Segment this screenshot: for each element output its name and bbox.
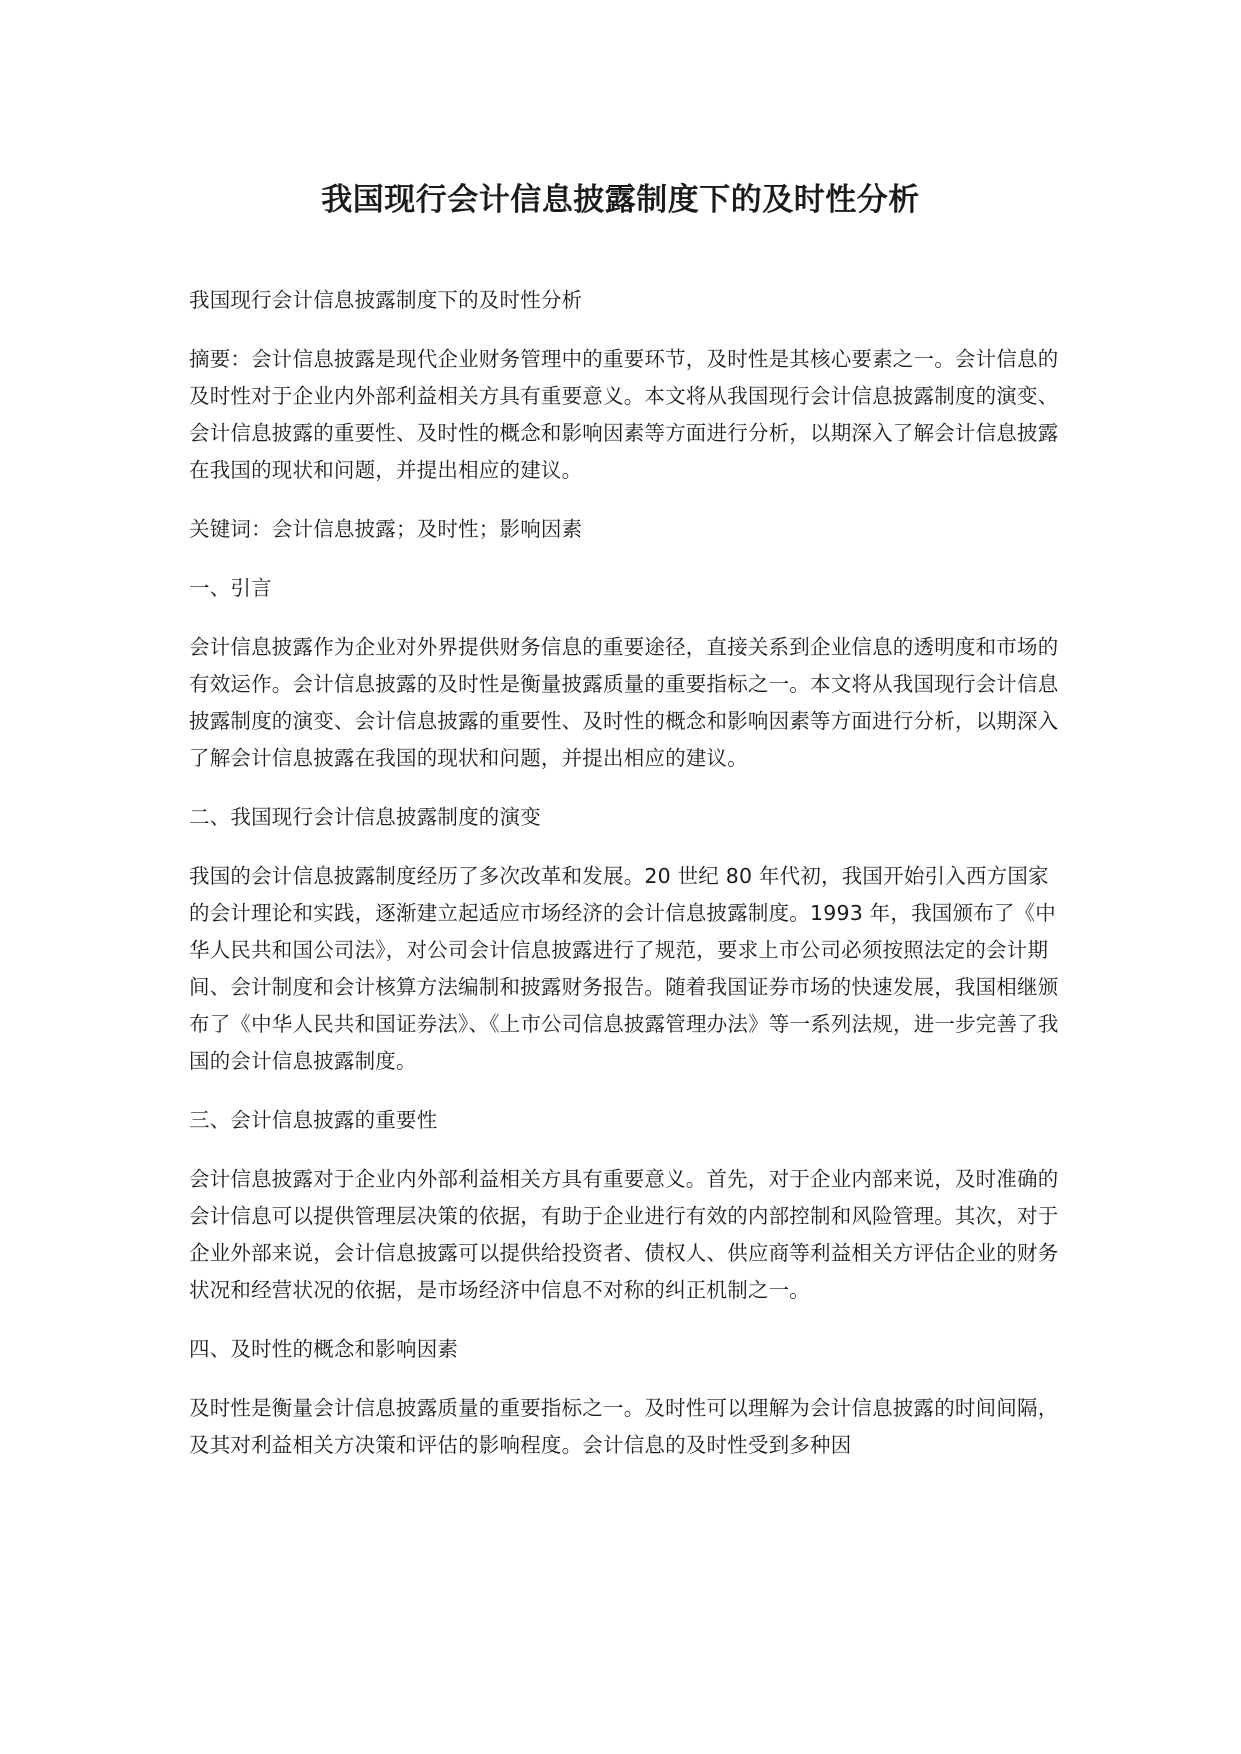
document-body bbox=[189, 282, 1069, 1464]
abstract-paragraph: 摘要：会计信息披露是现代企业财务管理中的重要环节，及时性是其核心要素之一。会计信息的及时性对于企业内外部利益相关方具有重要意义。本文将从我国现行会计信息披露制度的演变、会计信息披露的重要性、及时性的概念和影响因素等方面进行分析，以期深入了解会计信息披露在我国的现状和问题，并提出相应的建议。 bbox=[189, 347, 1059, 482]
body-paragraph: 及时性是衡量会计信息披露质量的重要指标之一。及时性可以理解为会计信息披露的时间间隔，及其对利益相关方决策和评估的影响程度。会计信息的及时性受到多种因 bbox=[189, 1396, 1059, 1457]
body-paragraph: 会计信息披露作为企业对外界提供财务信息的重要途径，直接关系到企业信息的透明度和市场的有效运作。会计信息披露的及时性是衡量披露质量的重要指标之一。本文将从我国现行会计信息披露制度的演变、会计信息披露的重要性、及时性的概念和影响因素等方面进行分析，以期深入了解会计信息披露在我国的现状和问题，并提出相应的建议。 bbox=[189, 635, 1059, 770]
section-heading-introduction: 一、引言 bbox=[189, 576, 272, 600]
section-heading-timeliness: 四、及时性的概念和影响因素 bbox=[189, 1337, 459, 1361]
section-heading-evolution: 二、我国现行会计信息披露制度的演变 bbox=[189, 805, 541, 829]
keywords-paragraph: 关键词：会计信息披露；及时性；影响因素 bbox=[189, 517, 583, 541]
body-paragraph: 会计信息披露对于企业内外部利益相关方具有重要意义。首先，对于企业内部来说，及时准确的会计信息可以提供管理层决策的依据，有助于企业进行有效的内部控制和风险管理。其次，对于企业外部来说，会计信息披露可以提供给投资者、债权人、供应商等利益相关方评估企业的财务状况和经营状况的依据，是市场经济中信息不对称的纠正机制之一。 bbox=[189, 1167, 1059, 1302]
section-heading-importance: 三、会计信息披露的重要性 bbox=[189, 1108, 438, 1132]
body-paragraph: 我国的会计信息披露制度经历了多次改革和发展。20 世纪 80 年代初，我国开始引入西方国家的会计理论和实践，逐渐建立起适应市场经济的会计信息披露制度。1993 年，我国颁布了《中华人民共和国公司法》，对公司会计信息披露进行了规范，要求上市公司必须按照法定的会计期间、会计制度和会计核算方法编制和披露财务报告。随着我国证券市场的快速发展，我国相继颁布了《中华人民共和国证券法》、《上市公司信息披露管理办法》等一系列法规，进一步完善了我国的会计信息披露制度。 bbox=[189, 864, 1059, 1073]
document-title: 我国现行会计信息披露制度下的及时性分析 bbox=[321, 182, 920, 218]
subtitle-paragraph: 我国现行会计信息披露制度下的及时性分析 bbox=[189, 288, 583, 312]
